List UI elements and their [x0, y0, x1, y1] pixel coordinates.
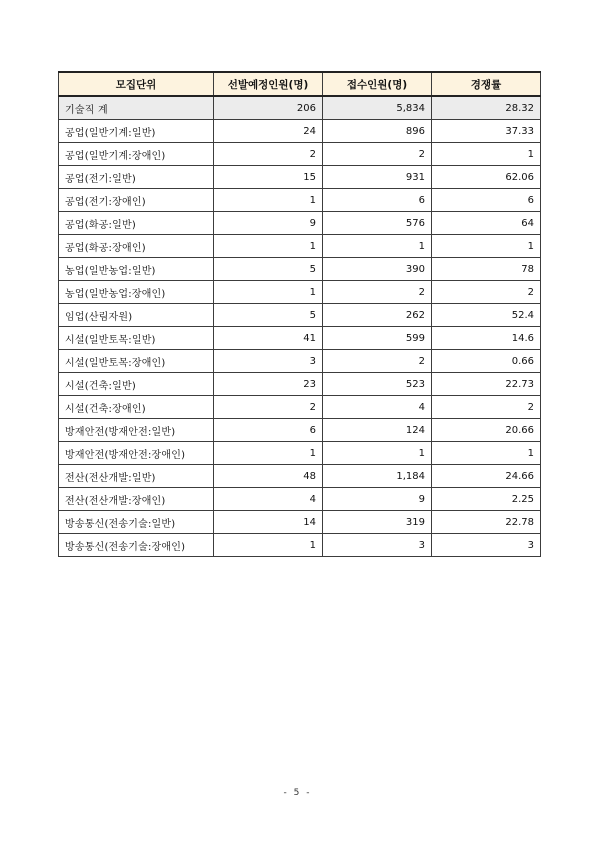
- planned-cell: 1: [214, 534, 323, 557]
- unit-name-cell: 공업(전기:일반): [59, 166, 214, 189]
- ratio-cell: 1: [432, 442, 541, 465]
- total-ratio: 28.32: [432, 96, 541, 120]
- applicants-cell: 1: [323, 235, 432, 258]
- total-row: [59, 96, 541, 120]
- total-planned: 206: [214, 96, 323, 120]
- planned-cell: 2: [214, 143, 323, 166]
- ratio-cell: 22.73: [432, 373, 541, 396]
- table-row: [59, 419, 541, 442]
- table-row: [59, 281, 541, 304]
- applicants-cell: 4: [323, 396, 432, 419]
- applicants-cell: 390: [323, 258, 432, 281]
- ratio-cell: 62.06: [432, 166, 541, 189]
- unit-name-cell: 방재안전(방재안전:일반): [59, 419, 214, 442]
- ratio-cell: 2: [432, 281, 541, 304]
- planned-cell: 48: [214, 465, 323, 488]
- planned-cell: 41: [214, 327, 323, 350]
- table-row: [59, 327, 541, 350]
- header-unit: 모집단위: [59, 72, 214, 96]
- planned-cell: 1: [214, 189, 323, 212]
- ratio-cell: 3: [432, 534, 541, 557]
- unit-name-cell: 방재안전(방재안전:장애인): [59, 442, 214, 465]
- table-header-row: [59, 72, 541, 96]
- ratio-cell: 0.66: [432, 350, 541, 373]
- table-row: [59, 511, 541, 534]
- applicants-cell: 576: [323, 212, 432, 235]
- ratio-cell: 24.66: [432, 465, 541, 488]
- applicants-cell: 1,184: [323, 465, 432, 488]
- planned-cell: 6: [214, 419, 323, 442]
- applicants-cell: 1: [323, 442, 432, 465]
- table-row: [59, 166, 541, 189]
- applicants-cell: 896: [323, 120, 432, 143]
- applicants-cell: 9: [323, 488, 432, 511]
- planned-cell: 23: [214, 373, 323, 396]
- page-number: - 5 -: [283, 788, 312, 798]
- ratio-cell: 78: [432, 258, 541, 281]
- planned-cell: 14: [214, 511, 323, 534]
- applicants-cell: 319: [323, 511, 432, 534]
- unit-name-cell: 시설(건축:일반): [59, 373, 214, 396]
- table-row: [59, 442, 541, 465]
- planned-cell: 5: [214, 258, 323, 281]
- ratio-cell: 37.33: [432, 120, 541, 143]
- unit-name-cell: 공업(일반기계:일반): [59, 120, 214, 143]
- unit-name-cell: 공업(일반기계:장애인): [59, 143, 214, 166]
- planned-cell: 9: [214, 212, 323, 235]
- ratio-cell: 14.6: [432, 327, 541, 350]
- applicants-cell: 124: [323, 419, 432, 442]
- table-row: [59, 258, 541, 281]
- table-row: [59, 189, 541, 212]
- table-row: [59, 212, 541, 235]
- unit-name-cell: 농업(일반농업:일반): [59, 258, 214, 281]
- unit-name-cell: 방송통신(전송기술:장애인): [59, 534, 214, 557]
- planned-cell: 3: [214, 350, 323, 373]
- applicants-cell: 523: [323, 373, 432, 396]
- applicants-cell: 262: [323, 304, 432, 327]
- unit-name-cell: 전산(전산개발:장애인): [59, 488, 214, 511]
- planned-cell: 1: [214, 235, 323, 258]
- unit-name-cell: 전산(전산개발:일반): [59, 465, 214, 488]
- ratio-cell: 2.25: [432, 488, 541, 511]
- unit-name-cell: 공업(전기:장애인): [59, 189, 214, 212]
- applicants-cell: 931: [323, 166, 432, 189]
- applicants-cell: 2: [323, 350, 432, 373]
- ratio-cell: 2: [432, 396, 541, 419]
- planned-cell: 4: [214, 488, 323, 511]
- applicants-cell: 3: [323, 534, 432, 557]
- ratio-cell: 1: [432, 143, 541, 166]
- table-row: [59, 465, 541, 488]
- table-row: [59, 235, 541, 258]
- unit-name-cell: 방송통신(전송기술:일반): [59, 511, 214, 534]
- ratio-cell: 22.78: [432, 511, 541, 534]
- planned-cell: 1: [214, 442, 323, 465]
- table-row: [59, 120, 541, 143]
- applicants-cell: 6: [323, 189, 432, 212]
- ratio-cell: 20.66: [432, 419, 541, 442]
- unit-name-cell: 시설(일반토목:장애인): [59, 350, 214, 373]
- planned-cell: 1: [214, 281, 323, 304]
- planned-cell: 2: [214, 396, 323, 419]
- header-applicants: 접수인원(명): [323, 72, 432, 96]
- header-ratio: 경쟁률: [432, 72, 541, 96]
- unit-name-cell: 공업(화공:장애인): [59, 235, 214, 258]
- table-row: [59, 396, 541, 419]
- table-row: [59, 488, 541, 511]
- ratio-cell: 1: [432, 235, 541, 258]
- planned-cell: 15: [214, 166, 323, 189]
- ratio-cell: 52.4: [432, 304, 541, 327]
- unit-name-cell: 공업(화공:일반): [59, 212, 214, 235]
- ratio-cell: 6: [432, 189, 541, 212]
- table-row: [59, 373, 541, 396]
- unit-name-cell: 시설(일반토목:일반): [59, 327, 214, 350]
- table-row: [59, 350, 541, 373]
- applicants-cell: 2: [323, 143, 432, 166]
- header-planned: 선발예정인원(명): [214, 72, 323, 96]
- unit-name-cell: 임업(산림자원): [59, 304, 214, 327]
- planned-cell: 24: [214, 120, 323, 143]
- applicants-cell: 2: [323, 281, 432, 304]
- table-row: [59, 143, 541, 166]
- applicants-cell: 599: [323, 327, 432, 350]
- planned-cell: 5: [214, 304, 323, 327]
- table-row: [59, 534, 541, 557]
- unit-name-cell: 시설(건축:장애인): [59, 396, 214, 419]
- ratio-cell: 64: [432, 212, 541, 235]
- table-row: [59, 304, 541, 327]
- total-applicants: 5,834: [323, 96, 432, 120]
- unit-name-cell: 농업(일반농업:장애인): [59, 281, 214, 304]
- total-name: 기술직 계: [59, 96, 214, 120]
- recruitment-competition-table: [58, 71, 541, 557]
